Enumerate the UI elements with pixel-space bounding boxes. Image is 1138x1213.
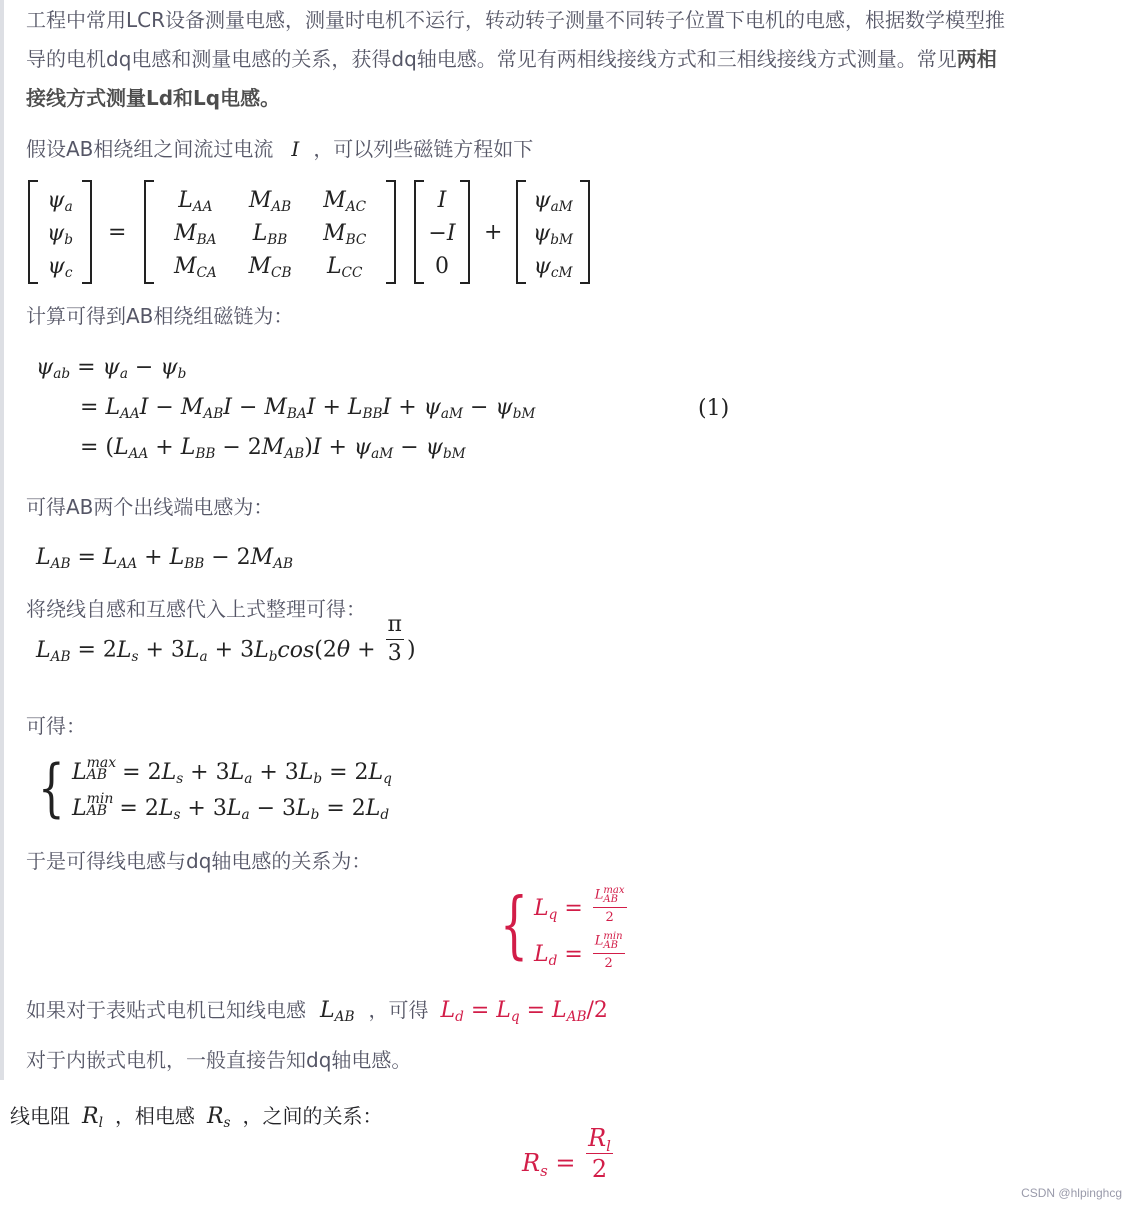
psiM-vector: ψaM ψbM ψcM: [516, 180, 590, 284]
psi-vector: ψa ψb ψc: [28, 180, 92, 284]
paragraph-intro-line2: [26, 41, 997, 78]
resistance-mid: ，相电感: [114, 1104, 195, 1128]
resistance-after: ，之间的关系：: [242, 1104, 383, 1128]
paragraph-substitute: 将绕线自感和互感代入上式整理可得：: [26, 597, 366, 621]
surface-mount-mid: ，可得: [368, 998, 429, 1022]
surface-mount-before: 如果对于表贴式电机已知线电感: [26, 998, 306, 1022]
inductance-matrix: LAA MAB MAC MBA LBB MBC MCA MCB LCC: [144, 180, 396, 284]
paragraph-ipm: 对于内嵌式电机，一般直接告知dq轴电感。: [26, 1048, 412, 1072]
paragraph-flux-linkage: 计算可得到AB相绕组磁链为：: [26, 304, 294, 328]
paragraph-line-inductance: 可得AB两个出线端电感为：: [26, 495, 274, 519]
paragraph-current-assumption: [26, 131, 533, 168]
intro-line2-text: 导的电机dq电感和测量电感的关系，获得dq轴电感。常见有两相线接线方式和三相线接线方式测量。常见: [26, 47, 957, 71]
matrix-equation: ψa ψb ψc = LAA MAB MAC MBA LBB MBC MCA MCB LCC I −I 0 + ψaM ψbM ψcM: [28, 180, 598, 284]
equation-LAB: LAB = LAA + LBB − 2MAB: [36, 545, 294, 573]
equation-Rs: Rs = $\frac{Rl}{2}$: [522, 1124, 611, 1183]
resistance-before: 线电阻: [10, 1104, 70, 1128]
article-page: 工程中常用LCR设备测量电感，测量时电机不运行，转动转子测量不同转子位置下电机的电感，根据数学模型推 导的电机dq电感和测量电感的关系，获得dq轴电感。常见有两相线接线方式和三相线接线方式测量。常见两相 接线方式测量Ld和Lq电感。 假设AB相绕组之间流过电流 I ，可以列些磁链方程如下 ψa ψb ψc = LAA MAB MAC MBA LBB MBC MCA MCB LCC I −I 0 + ψaM ψbM ψcM 计算可得到AB相绕组磁链为： ψab = ψa − ψb = LAAI − MABI − MBAI + LBBI + ψaM − ψbM = (LAA + LBB − 2MAB)I + ψaM − ψbM (1) 可得AB两个出线端电感为： LAB = LAA + LBB − 2MAB 将绕线自感和互感代入上式整理可得： LAB = 2Ls + 3La + 3Lbcos(2θ + $\frac{\pi}{3}$ ) 可得： { L max AB = 2Ls + 3La + 3Lb = 2Lq L min AB = 2Ls + 3La − 3Lb = 2Ld 于是可得线电感与dq轴电感的关系为： { Lq = L max AB 2 Ld = L min AB 2 如果对于表贴式电机已知线电感 LAB ，可得 Ld = Lq = LAB/2 对于内嵌式电机，一般直接告知dq轴电感。 线电阻 Rl ，相电感 Rs ，之间的关系： Rs = $\frac{Rl}{2}$ CSDN @hlpinghcg: [0, 0, 1138, 1213]
paragraph-resistance: 线电阻 Rl ，相电感 Rs ，之间的关系：: [10, 1104, 383, 1132]
paragraph-intro-line1: 工程中常用LCR设备测量电感，测量时电机不运行，转动转子测量不同转子位置下电机的电感，根据数学模型推: [26, 8, 1006, 32]
intro-bold-tail: 两相: [956, 47, 997, 71]
equation-number: (1): [698, 396, 730, 421]
paragraph-result: 可得：: [26, 714, 86, 738]
current-vector: I −I 0: [414, 180, 470, 284]
current-assumption-before: 假设AB相绕组之间流过电流: [26, 137, 274, 161]
current-assumption-after: ，可以列些磁链方程如下: [313, 137, 534, 161]
paragraph-intro-bold: 接线方式测量Ld和Lq电感。: [26, 86, 281, 110]
watermark: CSDN @hlpinghcg: [1021, 1186, 1122, 1200]
paragraph-surface-mount: 如果对于表贴式电机已知线电感 LAB ，可得 Ld = Lq = LAB/2: [26, 998, 608, 1026]
current-variable: I: [291, 137, 300, 161]
equation-LAB-theta: LAB = 2Ls + 3La + 3Lbcos(2θ + $\frac{\pi}{3}$ ): [36, 612, 416, 666]
paragraph-relation: 于是可得线电感与dq轴电感的关系为：: [26, 849, 372, 873]
